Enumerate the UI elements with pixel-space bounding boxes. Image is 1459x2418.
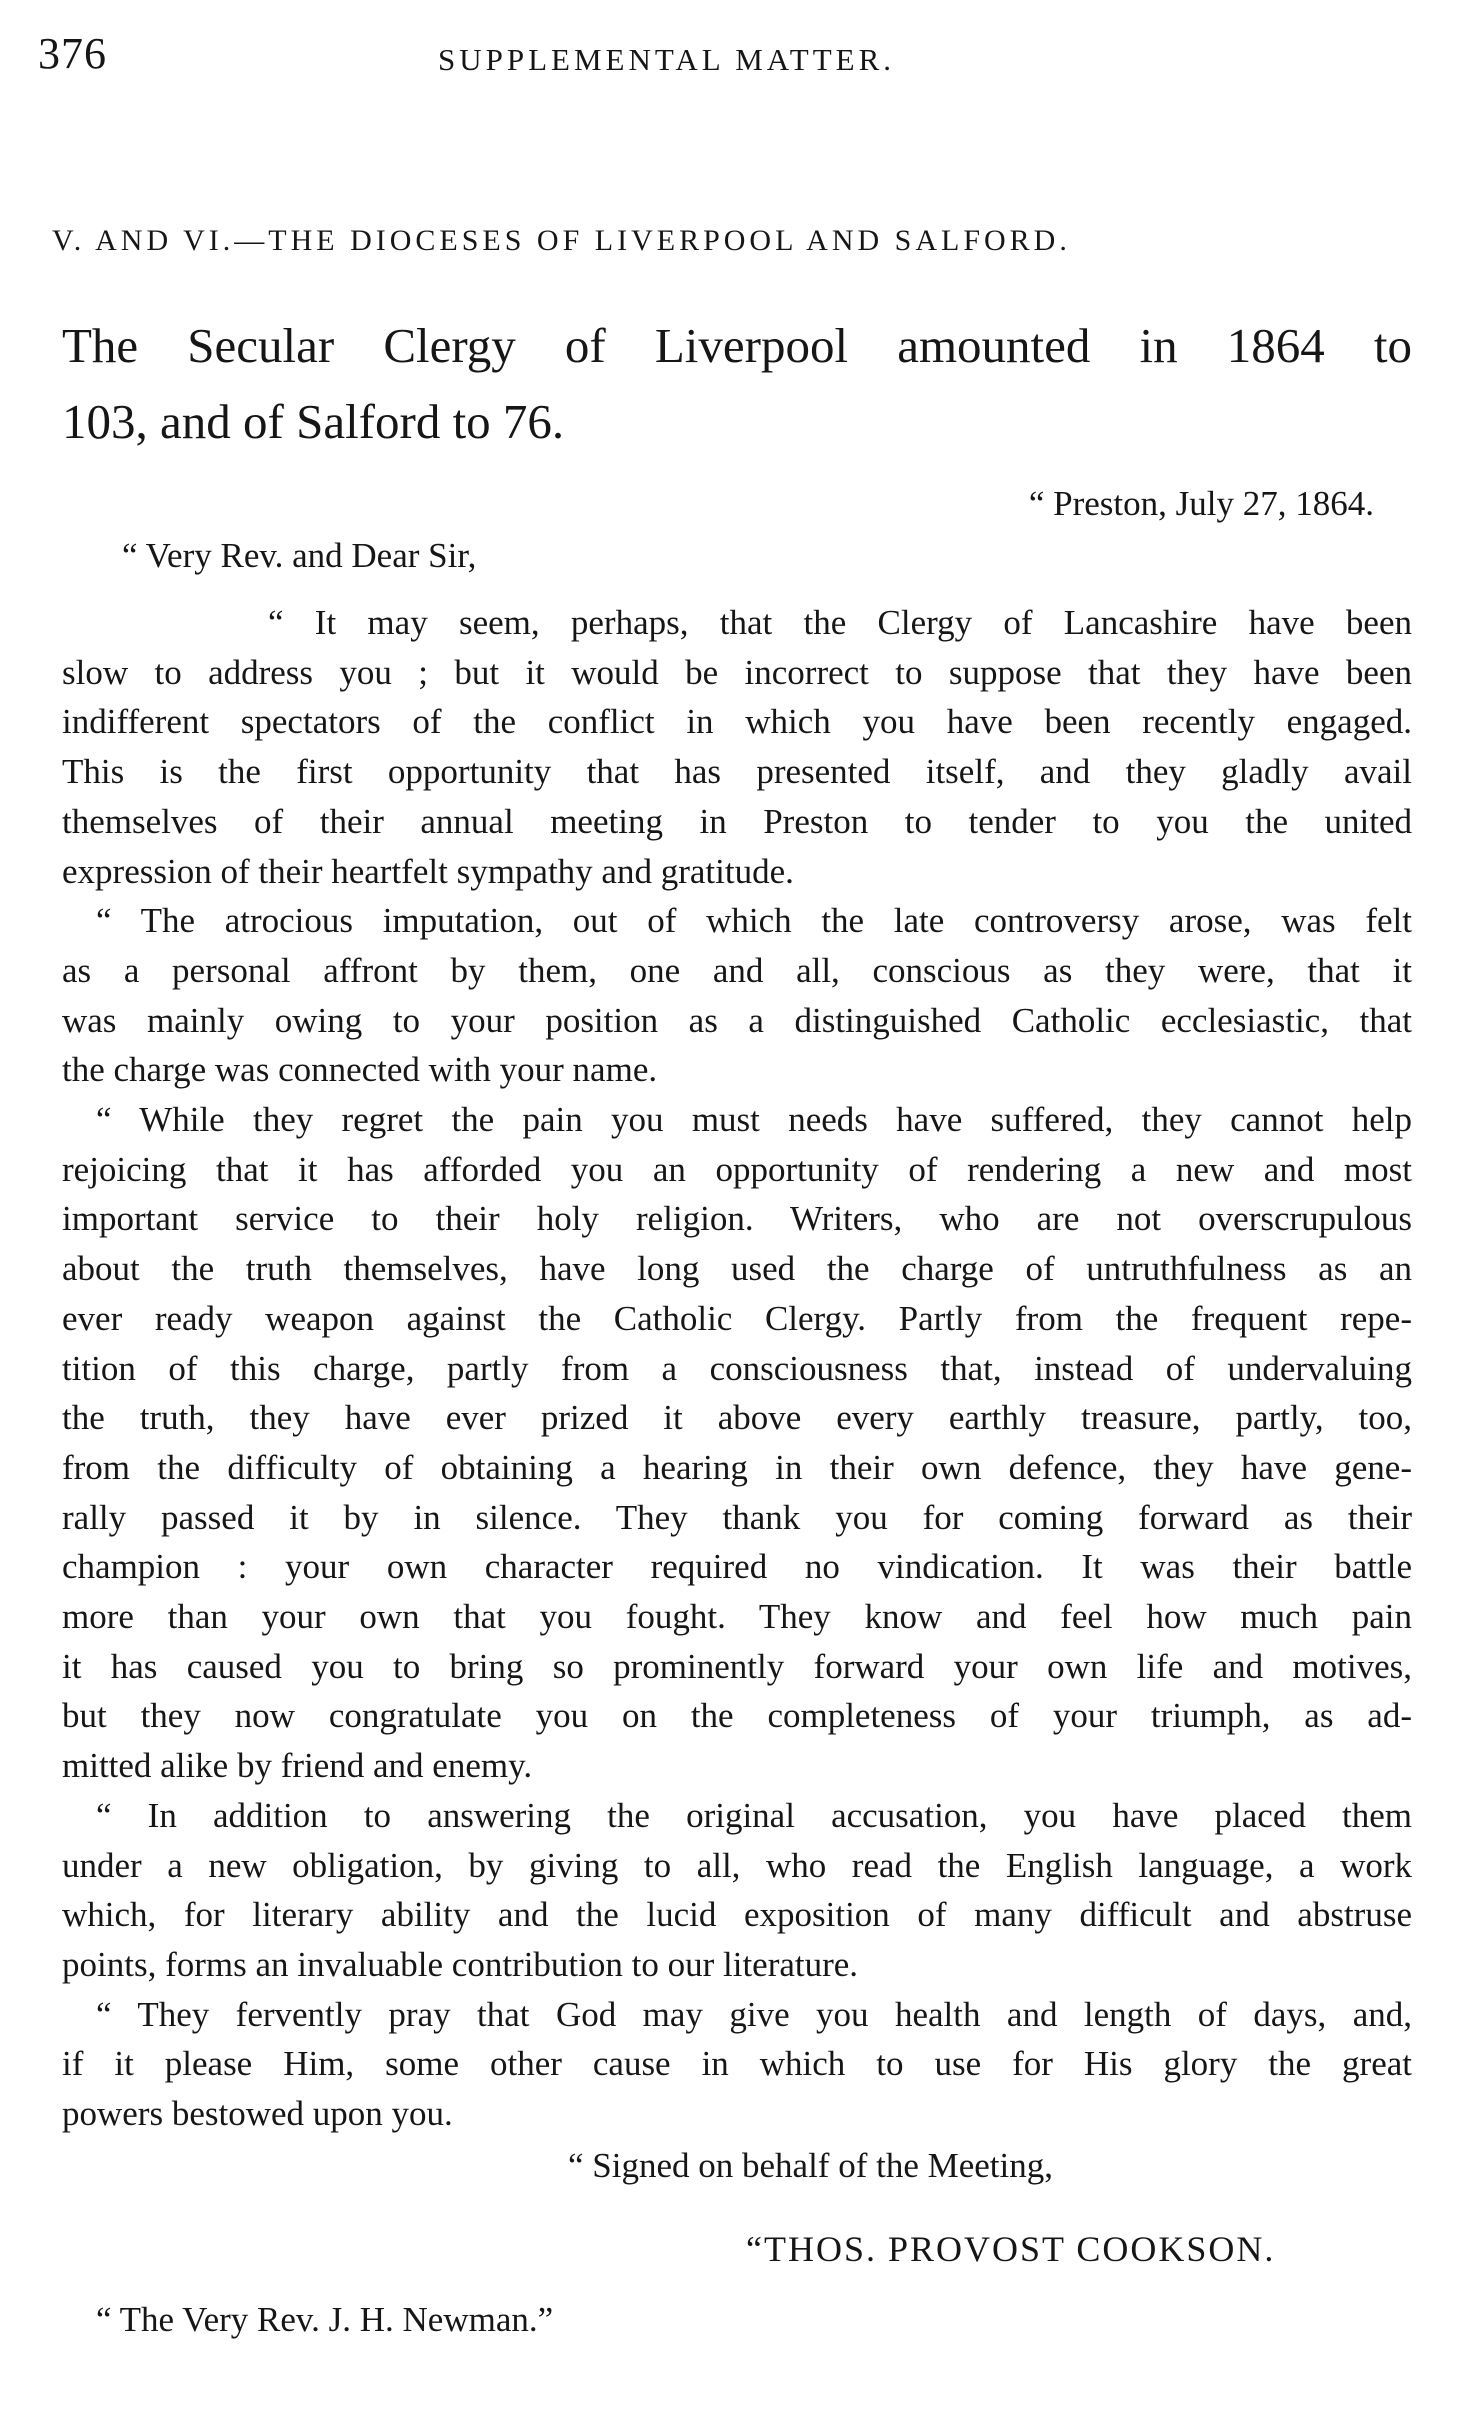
text-line: champion : your own character required no vindication. It was their battle	[62, 1547, 1412, 1587]
intro-line: The Secular Clergy of Liverpool amounted in 1864 to	[62, 318, 1412, 373]
text-line: rejoicing that it has afforded you an opportunity of rendering a new and most	[62, 1149, 1412, 1189]
letter-signature: “THOS. PROVOST COOKSON.	[746, 2229, 1276, 2269]
section-heading: V. AND VI.—THE DIOCESES OF LIVERPOOL AND SALFORD.	[52, 224, 1071, 257]
letter-signed-line: “ Signed on behalf of the Meeting,	[568, 2146, 1054, 2185]
letter-paragraph	[62, 598, 1412, 896]
text-line: as a personal affront by them, one and all, conscious as they were, that it	[62, 950, 1412, 990]
text-line: rally passed it by in silence. They thank you for coming forward as their	[62, 1497, 1412, 1537]
text-line: “ The atrocious imputation, out of which the late controversy arose, was felt	[96, 901, 1412, 941]
text-line: tition of this charge, partly from a consciousness that, instead of undervaluing	[62, 1348, 1412, 1388]
text-line: slow to address you ; but it would be incorrect to suppose that they have been	[62, 652, 1412, 692]
text-line: important service to their holy religion. Writers, who are not overscrupulous	[62, 1199, 1412, 1239]
letter-paragraph	[62, 1791, 1412, 1990]
text-line: the truth, they have ever prized it above every earthly treasure, partly, too,	[62, 1398, 1412, 1438]
letter-addressee: “ The Very Rev. J. H. Newman.”	[96, 2300, 554, 2339]
text-line: mitted alike by friend and enemy.	[62, 1746, 533, 1786]
text-line: points, forms an invaluable contribution to our literature.	[62, 1944, 859, 1984]
text-line: from the difficulty of obtaining a hearing in their own defence, they have gene-	[62, 1447, 1412, 1487]
text-line: expression of their heartfelt sympathy and gratitude.	[62, 851, 794, 891]
text-line: “ It may seem, perhaps, that the Clergy of Lancashire have been	[268, 603, 1412, 642]
running-head-title: SUPPLEMENTAL MATTER.	[438, 42, 895, 77]
text-line: indifferent spectators of the conflict in which you have been recently engaged.	[62, 702, 1412, 742]
letter-body	[62, 598, 1412, 2139]
text-line: more than your own that you fought. They know and feel how much pain	[62, 1597, 1412, 1637]
text-line: which, for literary ability and the lucid exposition of many difficult and abstruse	[62, 1895, 1412, 1935]
text-line: if it please Him, some other cause in which to use for His glory the great	[62, 2044, 1412, 2084]
text-line: the charge was connected with your name.	[62, 1050, 658, 1090]
text-line: it has caused you to bring so prominently forward your own life and motives,	[62, 1646, 1412, 1686]
intro-paragraph	[62, 308, 1412, 460]
text-line: was mainly owing to your position as a distinguished Catholic ecclesiastic, that	[62, 1000, 1412, 1040]
text-line: powers bestowed upon you.	[62, 2094, 453, 2134]
text-line: themselves of their annual meeting in Preston to tender to you the united	[62, 801, 1412, 841]
page-number: 376	[38, 29, 107, 78]
letter-salutation: “ Very Rev. and Dear Sir,	[122, 536, 477, 575]
letter-paragraph	[62, 896, 1412, 1095]
text-line: “ While they regret the pain you must needs have suffered, they cannot help	[96, 1100, 1412, 1140]
text-line: This is the first opportunity that has presented itself, and they gladly avail	[62, 752, 1412, 792]
text-line: about the truth themselves, have long used the charge of untruthfulness as an	[62, 1249, 1412, 1289]
intro-line: 103, and of Salford to 76.	[62, 394, 565, 449]
letter-dateline: “ Preston, July 27, 1864.	[1028, 484, 1374, 523]
text-line: but they now congratulate you on the completeness of your triumph, as ad-	[62, 1696, 1412, 1736]
letter-paragraph	[62, 1095, 1412, 1791]
text-line: “ In addition to answering the original accusation, you have placed them	[96, 1795, 1412, 1835]
letter-paragraph	[62, 1990, 1412, 2139]
text-line: ever ready weapon against the Catholic Clergy. Partly from the frequent repe-	[62, 1298, 1412, 1338]
running-head	[38, 28, 1388, 88]
text-line: under a new obligation, by giving to all, who read the English language, a work	[62, 1845, 1412, 1885]
text-line: “ They fervently pray that God may give you health and length of days, and,	[96, 1994, 1412, 2034]
